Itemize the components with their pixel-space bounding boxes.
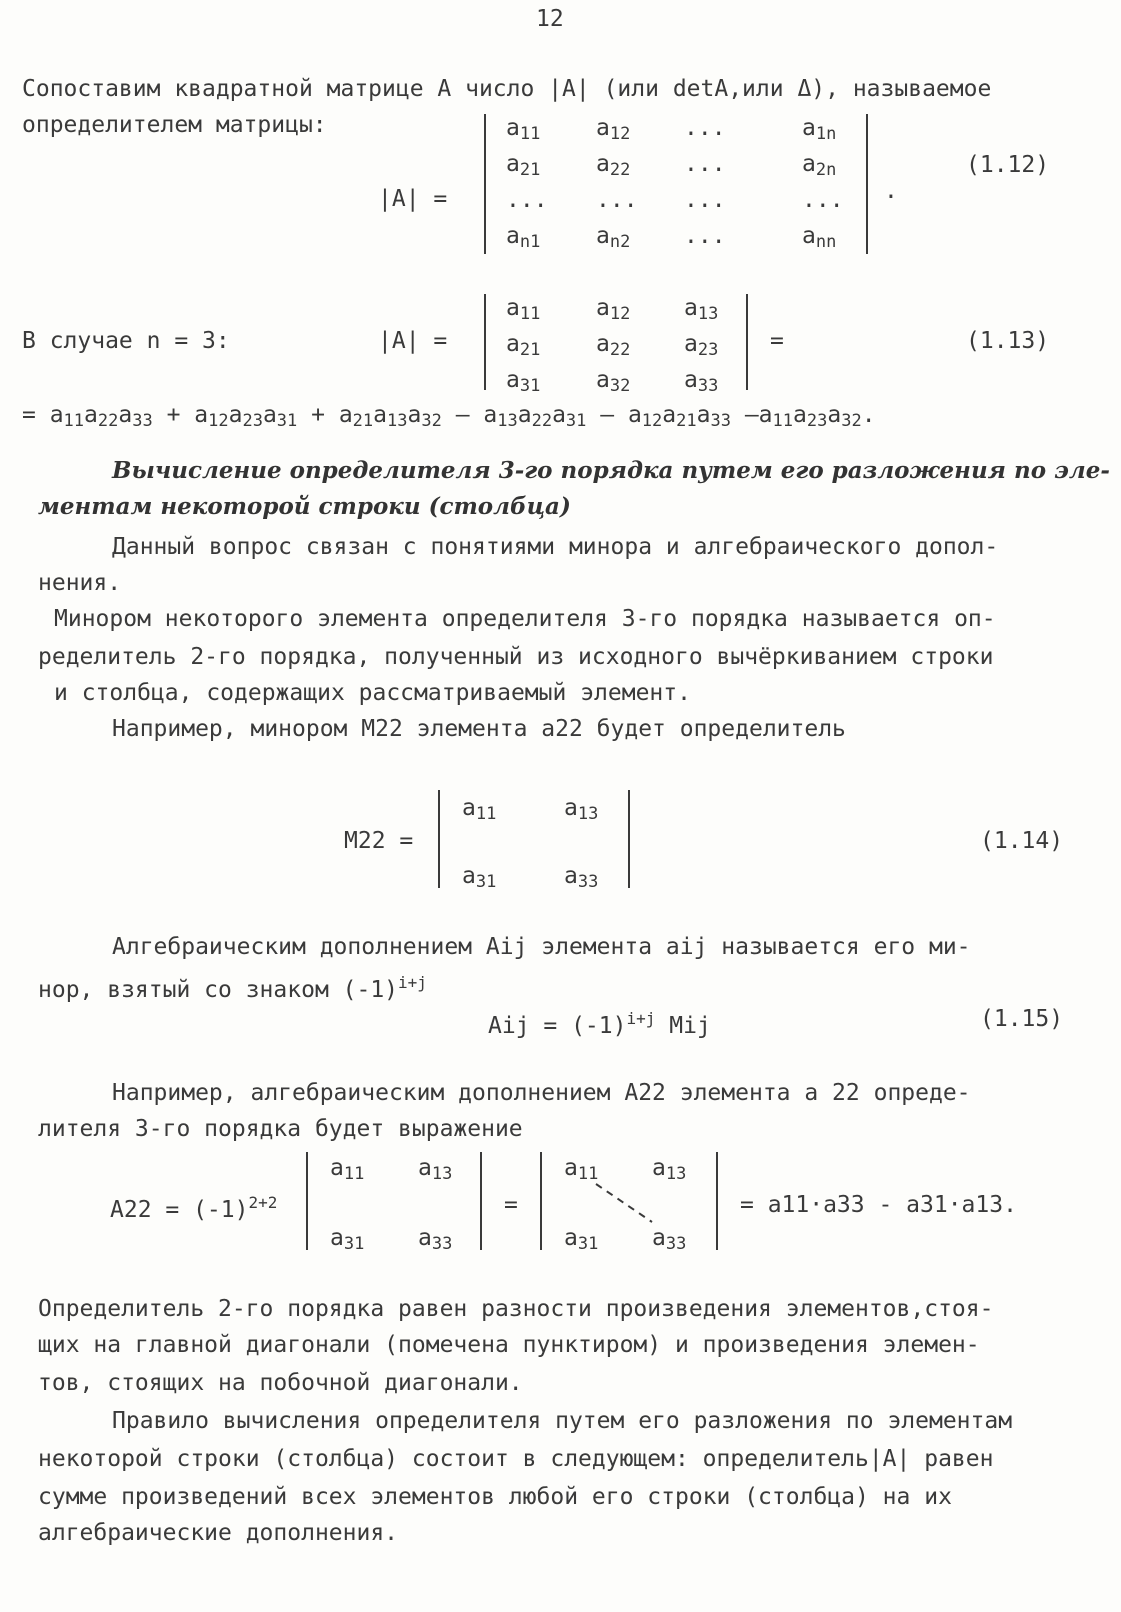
para1-line-1: Данный вопрос связан с понятиями минора и алгебраического допол-: [112, 534, 999, 560]
a22-equals: =: [504, 1192, 518, 1218]
matrix-cell: $a_{11}$: [462, 795, 497, 824]
matrix-cell: $a_{11}$: [564, 1155, 599, 1184]
matrix-cell: $a_{nn}$: [802, 223, 837, 252]
para5-line-2: щих на главной диагонали (помечена пунктиром) и произведения элемен-: [38, 1332, 980, 1358]
eq115-rhs: Mij: [669, 1013, 711, 1039]
intro-line-1: Сопоставим квадратной матрице A число |A| (или detA,или Δ), называемое: [22, 76, 992, 102]
para6-line-3: сумме произведений всех элементов любой его строки (столбца) на их: [38, 1484, 952, 1510]
para2-line-1: Минором некоторого элемента определителя 3-го порядка называется оп-: [54, 606, 996, 632]
para2-line-4: Например, минором M22 элемента a22 будет определитель: [112, 716, 846, 742]
matrix-cell: $a_{13}$: [652, 1155, 687, 1184]
intro-line-2: определителем матрицы:: [22, 112, 327, 138]
eq114-number: (1.14): [980, 828, 1064, 854]
page-number: 12: [536, 6, 564, 32]
para3-line-1: Алгебраическим дополнением Aij элемента aij называется его ми-: [112, 934, 971, 960]
section-title-line-1: Вычисление определителя 3-го порядка путем его разложения по эле-: [112, 457, 1110, 484]
matrix-cell: $a_{33}$: [418, 1225, 453, 1254]
matrix-cell: $a_{11}$: [330, 1155, 365, 1184]
para2-line-3: и столбца, содержащих рассматриваемый элемент.: [54, 680, 691, 706]
matrix-cell: $a_{13}$: [564, 795, 599, 824]
matrix-cell: $a_{31}$: [506, 367, 541, 396]
matrix-cell: ...: [684, 151, 726, 177]
para6-line-1: Правило вычисления определителя путем его разложения по элементам: [112, 1408, 1013, 1434]
eq112-number: (1.12): [966, 152, 1050, 178]
matrix-cell: ...: [684, 115, 726, 141]
para6-line-2: некоторой строки (столбца) состоит в следующем: определитель|A| равен: [38, 1446, 994, 1472]
matrix-cell: $a_{13}$: [418, 1155, 453, 1184]
matrix-cell: ...: [506, 187, 548, 213]
matrix-cell: $a_{21}$: [506, 151, 541, 180]
eq113-equals: =: [770, 328, 784, 354]
para4-line-1: Например, алгебраическим дополнением A22 элемента a 22 опреде-: [112, 1080, 971, 1106]
para5-line-3: тов, стоящих на побочной диагонали.: [38, 1370, 523, 1396]
eq115-number: (1.15): [980, 1006, 1064, 1032]
section-title-line-2: ментам некоторой строки (столбца): [38, 493, 571, 520]
matrix-cell: $a_{33}$: [652, 1225, 687, 1254]
matrix-cell: ...: [802, 187, 844, 213]
a22-lhs-text: A22 = (-1): [110, 1197, 249, 1223]
para6-line-4: алгебраические дополнения.: [38, 1520, 399, 1546]
matrix-cell: $a_{22}$: [596, 331, 631, 360]
para1-line-2: нения.: [38, 570, 122, 596]
eq115-sup: i+j: [626, 1009, 656, 1028]
matrix-cell: $a_{31}$: [462, 863, 497, 892]
matrix-cell: $a_{33}$: [564, 863, 599, 892]
matrix-cell: $a_{n1}$: [506, 223, 541, 252]
matrix-cell: $a_{12}$: [596, 115, 631, 144]
a22-result: = a11·a33 - a31·a13.: [740, 1192, 1017, 1218]
eq113-expansion: = $a_{11}a_{22}a_{33} + a_{12}a_{23}a_{31} + a_{21}a_{13}a_{32} - a_{13}a_{22}a_{31} - a_{12}a_{21}a_{33}$ $-a_{11}a_{23}a_{32}$.: [22, 402, 876, 431]
matrix-cell: $a_{11}$: [506, 295, 541, 324]
matrix-cell: $a_{13}$: [684, 295, 719, 324]
matrix-cell: ...: [596, 187, 638, 213]
para3-line-2-sup: i+j: [398, 973, 427, 992]
matrix-cell: $a_{n2}$: [596, 223, 631, 252]
matrix-cell: ...: [684, 187, 726, 213]
matrix-cell: $a_{33}$: [684, 367, 719, 396]
para2-line-2: ределитель 2-го порядка, полученный из исходного вычёркиванием строки: [38, 644, 994, 670]
matrix-cell: $a_{22}$: [596, 151, 631, 180]
matrix-cell: $a_{21}$: [506, 331, 541, 360]
matrix-cell: $a_{11}$: [506, 115, 541, 144]
eq112-lhs: |A| =: [378, 186, 448, 212]
matrix-cell: $a_{12}$: [596, 295, 631, 324]
para3-line-2-text: нор, взятый со знаком (-1): [38, 977, 399, 1003]
matrix-cell: $a_{2n}$: [802, 151, 837, 180]
eq112-tail: .: [884, 178, 898, 204]
eq115-lhs: Aij = (-1): [488, 1013, 627, 1039]
eq114-lhs: M22 =: [344, 828, 414, 854]
matrix-cell: $a_{1n}$: [802, 115, 837, 144]
matrix-cell: $a_{32}$: [596, 367, 631, 396]
matrix-cell: $a_{31}$: [564, 1225, 599, 1254]
eq113-prefix: В случае n = 3:: [22, 328, 230, 354]
a22-lhs-sup: 2+2: [248, 1193, 278, 1212]
para4-line-2: лителя 3-го порядка будет выражение: [38, 1116, 523, 1142]
eq113-lhs: |A| =: [378, 328, 448, 354]
matrix-cell: ...: [684, 223, 726, 249]
matrix-cell: $a_{23}$: [684, 331, 719, 360]
matrix-cell: $a_{31}$: [330, 1225, 365, 1254]
eq113-number: (1.13): [966, 328, 1050, 354]
para5-line-1: Определитель 2-го порядка равен разности произведения элементов,стоя-: [38, 1296, 994, 1322]
